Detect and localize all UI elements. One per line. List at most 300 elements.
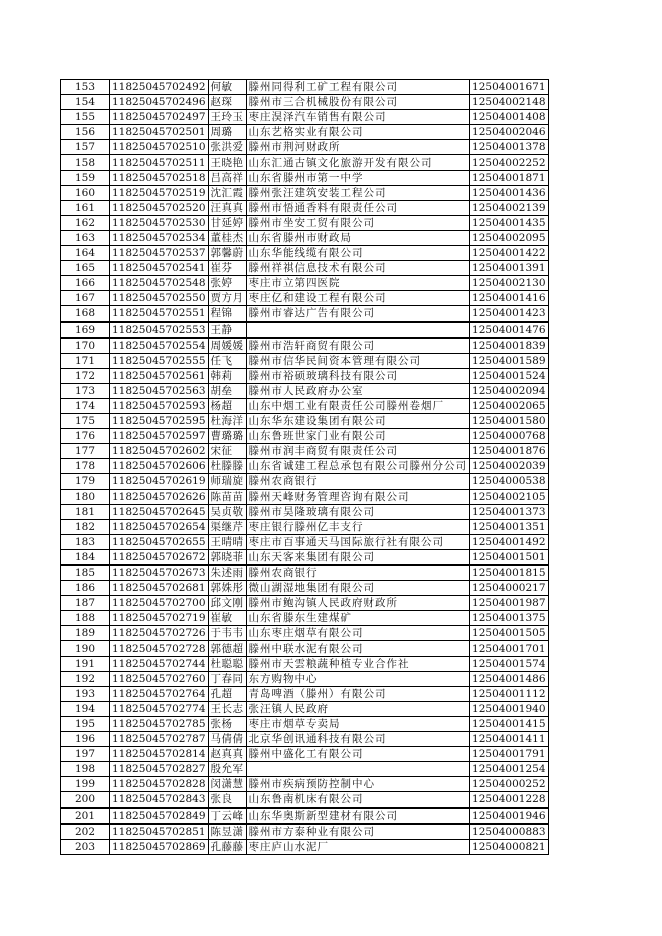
table-row: [61, 322, 549, 338]
cell-organization: 张汪镇人民政府: [246, 701, 470, 716]
cell-person-name: 王晴晴: [208, 534, 246, 549]
cell-organization: 山东汇通古镇文化旅游开发有限公司: [246, 155, 470, 170]
table-row: [61, 246, 549, 261]
cell-person-name: 陈苗苗: [208, 489, 246, 504]
cell-registration-id: 11825045702548: [110, 276, 209, 291]
cell-code: 12504001524: [470, 368, 549, 383]
cell-code: 12504001254: [470, 762, 549, 777]
cell-registration-id: 11825045702719: [110, 611, 209, 626]
table-row: [61, 824, 549, 840]
cell-code: 12504000768: [470, 429, 549, 444]
cell-person-name: 曹璐璐: [208, 429, 246, 444]
cell-registration-id: 11825045702606: [110, 459, 209, 474]
cell-index: 198: [61, 762, 110, 777]
table-row: [61, 747, 549, 762]
cell-person-name: 胡垒: [208, 383, 246, 398]
cell-code: 12504001435: [470, 215, 549, 230]
cell-code: 12504001501: [470, 549, 549, 565]
cell-organization: 山东省滕州市财政局: [246, 230, 470, 245]
cell-person-name: 丁春同: [208, 671, 246, 686]
cell-organization: 山东省滕州市第一中学: [246, 170, 470, 185]
cell-code: 12504001391: [470, 261, 549, 276]
cell-index: 172: [61, 368, 110, 383]
cell-index: 185: [61, 565, 110, 581]
cell-organization: 山东天客来集团有限公司: [246, 549, 470, 565]
cell-index: 162: [61, 215, 110, 230]
cell-registration-id: 11825045702551: [110, 306, 209, 322]
cell-index: 165: [61, 261, 110, 276]
cell-person-name: 贾方月: [208, 291, 246, 306]
roster-table: [60, 79, 549, 855]
cell-code: 12504001871: [470, 170, 549, 185]
cell-person-name: 任飞: [208, 353, 246, 368]
cell-registration-id: 11825045702851: [110, 824, 209, 840]
cell-person-name: 周媛媛: [208, 338, 246, 354]
cell-index: 202: [61, 824, 110, 840]
table-row: [61, 215, 549, 230]
cell-index: 156: [61, 125, 110, 140]
cell-code: 12504002139: [470, 200, 549, 215]
cell-index: 181: [61, 504, 110, 519]
cell-organization: 滕州市方泰种业有限公司: [246, 824, 470, 840]
cell-organization: 山东省滕东生建煤矿: [246, 611, 470, 626]
cell-code: 12504001408: [470, 110, 549, 125]
cell-registration-id: 11825045702828: [110, 777, 209, 792]
cell-index: 187: [61, 596, 110, 611]
cell-index: 195: [61, 716, 110, 731]
cell-person-name: 杨超: [208, 398, 246, 413]
cell-index: 168: [61, 306, 110, 322]
cell-registration-id: 11825045702655: [110, 534, 209, 549]
cell-organization: 山东鲁班世家门业有限公司: [246, 429, 470, 444]
cell-registration-id: 11825045702843: [110, 792, 209, 808]
cell-registration-id: 11825045702785: [110, 716, 209, 731]
cell-person-name: 程锦: [208, 306, 246, 322]
cell-code: 12504001574: [470, 656, 549, 671]
cell-code: 12504001589: [470, 353, 549, 368]
cell-organization: 山东鲁南机床有限公司: [246, 792, 470, 808]
cell-code: 12504001351: [470, 519, 549, 534]
cell-index: 197: [61, 747, 110, 762]
cell-person-name: 邱文刚: [208, 596, 246, 611]
cell-registration-id: 11825045702561: [110, 368, 209, 383]
cell-index: 167: [61, 291, 110, 306]
table-row: [61, 110, 549, 125]
cell-index: 196: [61, 732, 110, 747]
cell-code: 12504001416: [470, 291, 549, 306]
cell-code: 12504001228: [470, 792, 549, 808]
table-row: [61, 581, 549, 596]
cell-person-name: 王长志: [208, 701, 246, 716]
cell-registration-id: 11825045702774: [110, 701, 209, 716]
cell-index: 186: [61, 581, 110, 596]
table-row: [61, 641, 549, 656]
table-row: [61, 611, 549, 626]
cell-index: 192: [61, 671, 110, 686]
cell-registration-id: 11825045702510: [110, 140, 209, 155]
cell-person-name: 杜海洋: [208, 414, 246, 429]
table-row: [61, 95, 549, 110]
cell-organization: [246, 322, 470, 338]
table-row: [61, 656, 549, 671]
cell-person-name: 孔超: [208, 686, 246, 701]
table-row: [61, 732, 549, 747]
cell-organization: 滕州市鲍沟镇人民政府财政所: [246, 596, 470, 611]
cell-code: 12504002046: [470, 125, 549, 140]
cell-index: 182: [61, 519, 110, 534]
cell-registration-id: 11825045702849: [110, 808, 209, 824]
cell-organization: 滕州市荆河财政所: [246, 140, 470, 155]
cell-code: 12504001701: [470, 641, 549, 656]
cell-code: 12504002105: [470, 489, 549, 504]
cell-person-name: 王玲玉: [208, 110, 246, 125]
cell-index: 203: [61, 839, 110, 854]
cell-organization: 山东省诚建工程总承包有限公司滕州分公司: [246, 459, 470, 474]
cell-organization: 滕州市人民政府办公室: [246, 383, 470, 398]
cell-organization: 北京华创讯通科技有限公司: [246, 732, 470, 747]
cell-person-name: 赵真真: [208, 747, 246, 762]
cell-organization: 山东华能线缆有限公司: [246, 246, 470, 261]
cell-index: 188: [61, 611, 110, 626]
cell-organization: 山东枣庄烟草有限公司: [246, 626, 470, 641]
table-row: [61, 200, 549, 215]
cell-code: 12504001436: [470, 185, 549, 200]
table-row: [61, 276, 549, 291]
cell-registration-id: 11825045702534: [110, 230, 209, 245]
cell-person-name: 朱述雨: [208, 565, 246, 581]
cell-person-name: 王静: [208, 322, 246, 338]
cell-registration-id: 11825045702501: [110, 125, 209, 140]
cell-person-name: 赵琛: [208, 95, 246, 110]
cell-code: 12504001476: [470, 322, 549, 338]
cell-index: 163: [61, 230, 110, 245]
cell-person-name: 郭姝彤: [208, 581, 246, 596]
table-row: [61, 596, 549, 611]
cell-person-name: 孔藤藤: [208, 839, 246, 854]
cell-index: 194: [61, 701, 110, 716]
cell-person-name: 崔芬: [208, 261, 246, 276]
cell-code: 12504002065: [470, 398, 549, 413]
cell-organization: 枣庄市立第四医院: [246, 276, 470, 291]
cell-index: 178: [61, 459, 110, 474]
table-row: [61, 398, 549, 413]
table-row: [61, 338, 549, 354]
cell-registration-id: 11825045702764: [110, 686, 209, 701]
cell-organization: 枣庄淏泽汽车销售有限公司: [246, 110, 470, 125]
cell-person-name: 张婷: [208, 276, 246, 291]
cell-index: 201: [61, 808, 110, 824]
cell-organization: 滕州市坐安工贸有限公司: [246, 215, 470, 230]
table-row: [61, 80, 549, 95]
cell-index: 193: [61, 686, 110, 701]
cell-organization: 滕州中盛化工有限公司: [246, 747, 470, 762]
cell-index: 153: [61, 80, 110, 95]
cell-registration-id: 11825045702744: [110, 656, 209, 671]
cell-person-name: 丁云峰: [208, 808, 246, 824]
cell-registration-id: 11825045702496: [110, 95, 209, 110]
table-row: [61, 762, 549, 777]
cell-person-name: 渠继芹: [208, 519, 246, 534]
cell-index: 166: [61, 276, 110, 291]
cell-index: 154: [61, 95, 110, 110]
cell-organization: 滕州中联水泥有限公司: [246, 641, 470, 656]
cell-code: 12504000538: [470, 474, 549, 489]
table-row: [61, 155, 549, 170]
cell-registration-id: 11825045702554: [110, 338, 209, 354]
table-row: [61, 701, 549, 716]
table-row: [61, 519, 549, 534]
cell-registration-id: 11825045702700: [110, 596, 209, 611]
cell-organization: 青岛啤酒（滕州）有限公司: [246, 686, 470, 701]
cell-code: 12504002130: [470, 276, 549, 291]
cell-index: 176: [61, 429, 110, 444]
cell-code: 12504001791: [470, 747, 549, 762]
cell-code: 12504001876: [470, 444, 549, 459]
table-body: [61, 80, 549, 855]
cell-registration-id: 11825045702827: [110, 762, 209, 777]
table-row: [61, 429, 549, 444]
cell-organization: 山东华东建设集团有限公司: [246, 414, 470, 429]
cell-registration-id: 11825045702511: [110, 155, 209, 170]
cell-person-name: 郭德超: [208, 641, 246, 656]
cell-registration-id: 11825045702492: [110, 80, 209, 95]
table-row: [61, 444, 549, 459]
cell-code: 12504002252: [470, 155, 549, 170]
table-row: [61, 549, 549, 565]
cell-organization: 滕州张汪建筑安装工程公司: [246, 185, 470, 200]
cell-organization: 滕州市悟通香料有限责任公司: [246, 200, 470, 215]
cell-code: 12504000883: [470, 824, 549, 840]
cell-code: 12504001987: [470, 596, 549, 611]
cell-code: 12504002095: [470, 230, 549, 245]
cell-person-name: 杜聪聪: [208, 656, 246, 671]
cell-organization: [246, 762, 470, 777]
cell-index: 164: [61, 246, 110, 261]
cell-index: 173: [61, 383, 110, 398]
cell-code: 12504002094: [470, 383, 549, 398]
cell-registration-id: 11825045702597: [110, 429, 209, 444]
table-row: [61, 626, 549, 641]
cell-registration-id: 11825045702593: [110, 398, 209, 413]
cell-code: 12504001580: [470, 414, 549, 429]
table-row: [61, 792, 549, 808]
table-row: [61, 474, 549, 489]
table-row: [61, 489, 549, 504]
cell-person-name: 郭晓菲: [208, 549, 246, 565]
cell-organization: 滕州祥祺信息技术有限公司: [246, 261, 470, 276]
cell-organization: 滕州市裕硕玻璃科技有限公司: [246, 368, 470, 383]
table-row: [61, 140, 549, 155]
cell-person-name: 何敏: [208, 80, 246, 95]
cell-code: 12504001373: [470, 504, 549, 519]
cell-registration-id: 11825045702814: [110, 747, 209, 762]
cell-organization: 滕州天峰财务管理咨询有限公司: [246, 489, 470, 504]
cell-organization: 滕州农商银行: [246, 565, 470, 581]
cell-code: 12504000252: [470, 777, 549, 792]
cell-person-name: 殷允军: [208, 762, 246, 777]
cell-code: 12504001946: [470, 808, 549, 824]
cell-person-name: 郭馨蔚: [208, 246, 246, 261]
cell-registration-id: 11825045702602: [110, 444, 209, 459]
cell-person-name: 闵潇慧: [208, 777, 246, 792]
cell-registration-id: 11825045702563: [110, 383, 209, 398]
cell-registration-id: 11825045702681: [110, 581, 209, 596]
cell-index: 174: [61, 398, 110, 413]
cell-person-name: 张洪爱: [208, 140, 246, 155]
cell-code: 12504001415: [470, 716, 549, 731]
cell-index: 189: [61, 626, 110, 641]
cell-person-name: 马倩倩: [208, 732, 246, 747]
table-row: [61, 383, 549, 398]
cell-index: 183: [61, 534, 110, 549]
cell-code: 12504001815: [470, 565, 549, 581]
cell-registration-id: 11825045702626: [110, 489, 209, 504]
cell-registration-id: 11825045702553: [110, 322, 209, 338]
table-row: [61, 368, 549, 383]
table-row: [61, 306, 549, 322]
cell-organization: 滕州市昊隆玻璃有限公司: [246, 504, 470, 519]
cell-index: 191: [61, 656, 110, 671]
cell-code: 12504001411: [470, 732, 549, 747]
cell-organization: 滕州市疾病预防控制中心: [246, 777, 470, 792]
cell-organization: 枣庄市百事通天马国际旅行社有限公司: [246, 534, 470, 549]
cell-person-name: 吴贞敬: [208, 504, 246, 519]
spreadsheet-page: [60, 79, 549, 855]
cell-person-name: 王晓艳: [208, 155, 246, 170]
cell-index: 159: [61, 170, 110, 185]
cell-organization: 枣庄市烟草专卖局: [246, 716, 470, 731]
cell-person-name: 张良: [208, 792, 246, 808]
cell-index: 169: [61, 322, 110, 338]
cell-registration-id: 11825045702555: [110, 353, 209, 368]
table-row: [61, 459, 549, 474]
cell-organization: 滕州市睿达广告有限公司: [246, 306, 470, 322]
table-row: [61, 125, 549, 140]
cell-registration-id: 11825045702787: [110, 732, 209, 747]
cell-index: 175: [61, 414, 110, 429]
cell-index: 190: [61, 641, 110, 656]
table-row: [61, 777, 549, 792]
cell-organization: 滕州市信华民间资本管理有限公司: [246, 353, 470, 368]
table-row: [61, 353, 549, 368]
cell-organization: 枣庄银行滕州亿丰支行: [246, 519, 470, 534]
cell-person-name: 杜滕滕: [208, 459, 246, 474]
cell-person-name: 沈汇霞: [208, 185, 246, 200]
cell-registration-id: 11825045702519: [110, 185, 209, 200]
cell-code: 12504001505: [470, 626, 549, 641]
cell-index: 155: [61, 110, 110, 125]
cell-code: 12504001839: [470, 338, 549, 354]
cell-registration-id: 11825045702595: [110, 414, 209, 429]
cell-organization: 东方购物中心: [246, 671, 470, 686]
cell-organization: 滕州农商银行: [246, 474, 470, 489]
cell-registration-id: 11825045702537: [110, 246, 209, 261]
cell-organization: 山东艺格实业有限公司: [246, 125, 470, 140]
cell-registration-id: 11825045702541: [110, 261, 209, 276]
cell-index: 200: [61, 792, 110, 808]
cell-index: 177: [61, 444, 110, 459]
table-row: [61, 170, 549, 185]
table-row: [61, 261, 549, 276]
cell-registration-id: 11825045702869: [110, 839, 209, 854]
table-row: [61, 808, 549, 824]
cell-code: 12504001486: [470, 671, 549, 686]
cell-person-name: 陈昱潇: [208, 824, 246, 840]
table-row: [61, 565, 549, 581]
cell-index: 184: [61, 549, 110, 565]
table-row: [61, 185, 549, 200]
cell-code: 12504000217: [470, 581, 549, 596]
cell-registration-id: 11825045702673: [110, 565, 209, 581]
cell-registration-id: 11825045702654: [110, 519, 209, 534]
cell-code: 12504001378: [470, 140, 549, 155]
cell-code: 12504001375: [470, 611, 549, 626]
cell-code: 12504001423: [470, 306, 549, 322]
cell-code: 12504001492: [470, 534, 549, 549]
cell-organization: 山东华奥斯新型建材有限公司: [246, 808, 470, 824]
cell-person-name: 张杨: [208, 716, 246, 731]
cell-organization: 枣庄庐山水泥厂: [246, 839, 470, 854]
cell-registration-id: 11825045702672: [110, 549, 209, 565]
cell-index: 179: [61, 474, 110, 489]
cell-index: 157: [61, 140, 110, 155]
cell-person-name: 于韦韦: [208, 626, 246, 641]
cell-code: 12504001671: [470, 80, 549, 95]
cell-registration-id: 11825045702760: [110, 671, 209, 686]
table-row: [61, 716, 549, 731]
cell-organization: 滕州同得利工矿工程有限公司: [246, 80, 470, 95]
cell-organization: 山东中烟工业有限责任公司滕州卷烟厂: [246, 398, 470, 413]
cell-person-name: 宋征: [208, 444, 246, 459]
cell-registration-id: 11825045702645: [110, 504, 209, 519]
cell-registration-id: 11825045702518: [110, 170, 209, 185]
cell-person-name: 甘延婷: [208, 215, 246, 230]
cell-index: 161: [61, 200, 110, 215]
table-row: [61, 686, 549, 701]
cell-organization: 微山湖湿地集团有限公司: [246, 581, 470, 596]
cell-organization: 滕州市天雲粮蔬种植专业合作社: [246, 656, 470, 671]
cell-organization: 滕州市三合机械股份有限公司: [246, 95, 470, 110]
cell-code: 12504002039: [470, 459, 549, 474]
cell-index: 160: [61, 185, 110, 200]
cell-code: 12504000821: [470, 839, 549, 854]
cell-index: 171: [61, 353, 110, 368]
cell-person-name: 董桂杰: [208, 230, 246, 245]
cell-person-name: 周璐: [208, 125, 246, 140]
cell-person-name: 崔敏: [208, 611, 246, 626]
cell-index: 180: [61, 489, 110, 504]
table-row: [61, 671, 549, 686]
cell-organization: 滕州市润丰商贸有限责任公司: [246, 444, 470, 459]
cell-index: 170: [61, 338, 110, 354]
table-row: [61, 839, 549, 854]
cell-code: 12504001422: [470, 246, 549, 261]
cell-registration-id: 11825045702728: [110, 641, 209, 656]
cell-registration-id: 11825045702520: [110, 200, 209, 215]
cell-person-name: 汪真真: [208, 200, 246, 215]
cell-code: 12504001940: [470, 701, 549, 716]
cell-registration-id: 11825045702726: [110, 626, 209, 641]
table-row: [61, 230, 549, 245]
cell-registration-id: 11825045702497: [110, 110, 209, 125]
cell-index: 199: [61, 777, 110, 792]
cell-code: 12504001112: [470, 686, 549, 701]
cell-index: 158: [61, 155, 110, 170]
cell-person-name: 吕高祥: [208, 170, 246, 185]
table-row: [61, 504, 549, 519]
cell-registration-id: 11825045702530: [110, 215, 209, 230]
cell-organization: 滕州市浩轩商贸有限公司: [246, 338, 470, 354]
